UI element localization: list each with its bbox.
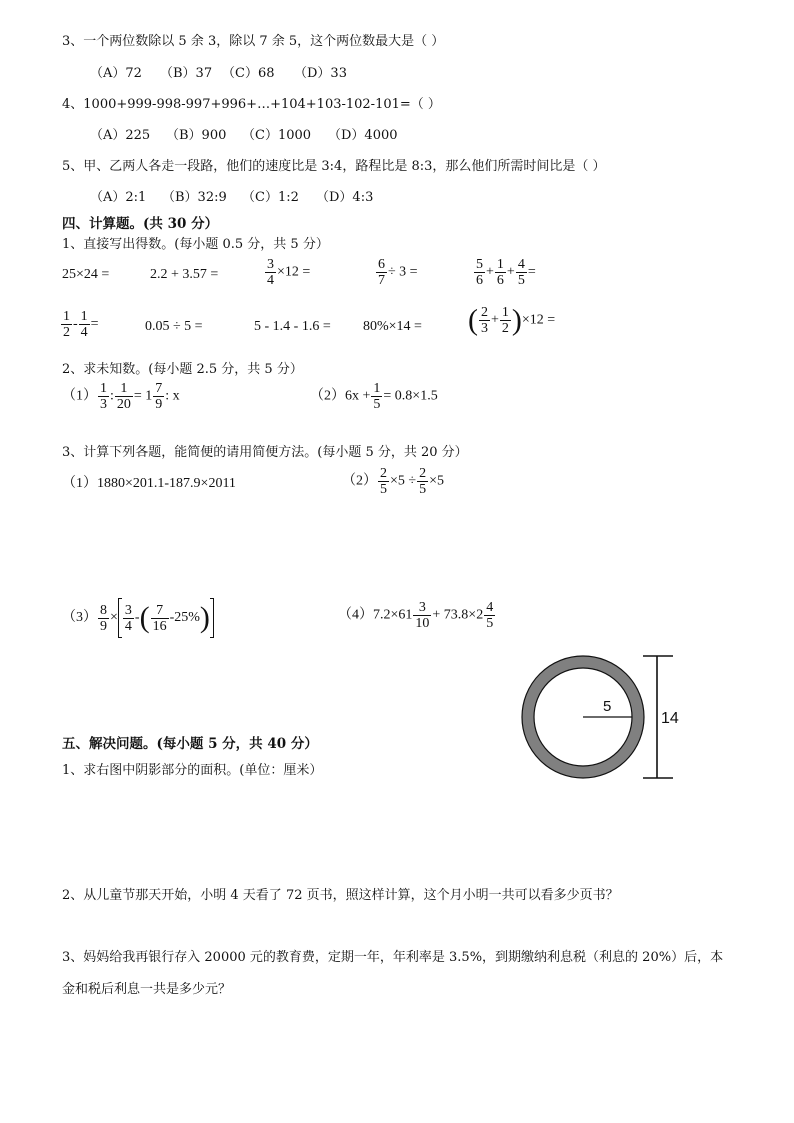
frac-den: 16	[152, 618, 167, 634]
frac-den: 2	[501, 321, 509, 336]
calc-1	[62, 475, 236, 493]
frac-num: 8	[100, 602, 107, 618]
frac-num: 5	[476, 257, 483, 272]
q5-option-c: （C）1:2	[242, 190, 299, 205]
frac-den: 10	[415, 616, 430, 631]
calc-3-label: （3）	[62, 610, 97, 625]
expr-4-rest: ÷ 3 =	[388, 264, 418, 280]
frac-den: 7	[378, 273, 385, 288]
problem-3-line-2: 金和税后利息一共是多少元？	[62, 982, 232, 997]
frac-num: 1	[120, 381, 128, 396]
frac-num: 1	[373, 381, 381, 396]
equation-2	[310, 381, 438, 412]
part-3-title: 3、计算下列各题，能简便的请用简便方法。(每小题 5 分，共 20 分）	[62, 445, 468, 460]
right-bracket	[210, 598, 214, 638]
problem-3-line-1: 3、妈妈给我再银行存入 20000 元的教育费，定期一年，年利率是 3.5%，到期缴纳利息税（利息的 20%）后，本	[62, 950, 724, 965]
plus-sign: +	[486, 264, 494, 280]
frac-den: 4	[267, 273, 274, 288]
frac-den: 5	[380, 482, 387, 497]
radius-label: 5	[603, 698, 612, 715]
expr-10-rest: ×12 =	[521, 312, 556, 328]
minus-sign: -	[73, 316, 78, 332]
question-5-options	[90, 189, 373, 207]
calc-4-term-a: 7.2×61	[373, 607, 413, 623]
frac-den: 4	[124, 618, 132, 634]
frac-den: 3	[100, 397, 107, 412]
diameter-label: 14	[661, 710, 679, 727]
problem-2: 2、从儿童节那天开始，小明 4 天看了 72 页书，照这样计算，这个月小明一共可以看多少页书？	[62, 888, 619, 903]
frac-num: 3	[418, 600, 426, 615]
frac-den: 6	[476, 273, 483, 288]
frac-num: 4	[517, 257, 525, 272]
expr-8: 5 - 1.4 - 1.6 =	[254, 319, 331, 334]
equation-2-left: 6x +	[345, 388, 371, 404]
q3-option-c: （C）68	[222, 66, 275, 81]
equation-2-label: （2）	[310, 388, 345, 404]
expr-6	[60, 309, 99, 340]
frac-den: 9	[155, 397, 163, 412]
part-2-title: 2、求未知数。(每小题 2.5 分，共 5 分）	[62, 362, 303, 377]
calc-4-term-b: + 73.8×2	[432, 607, 484, 623]
calc-2-mid: ×5 ÷	[390, 473, 417, 489]
question-3: 3、一个两位数除以 5 余 3，除以 7 余 5，这个两位数最大是（ ）	[62, 34, 445, 49]
equals-one: = 1	[133, 388, 153, 404]
equation-1	[62, 381, 180, 412]
expr-5	[473, 257, 536, 288]
section-5-title: 五、解决问题。(每小题 5 分，共 40 分）	[62, 736, 318, 752]
frac-den: 5	[486, 616, 494, 631]
frac-num: 1	[100, 381, 107, 396]
question-5: 5、甲、乙两人各走一段路，他们的速度比是 3:4，路程比是 8:3，那么他们所需时间比是（ ）	[62, 159, 606, 174]
expr-4	[375, 257, 418, 288]
q5-option-a: （A）2:1	[90, 190, 147, 205]
equals-sign: =	[90, 316, 99, 332]
expr-2: 2.2 + 3.57 =	[150, 267, 219, 282]
frac-den: 5	[517, 273, 525, 288]
q3-option-a: （A）72	[90, 66, 142, 81]
q5-option-b: （B）32:9	[162, 190, 227, 205]
q4-option-b: （B）900	[166, 128, 227, 143]
frac-den: 2	[63, 325, 70, 340]
equation-2-rest: = 0.8×1.5	[383, 388, 438, 404]
left-paren: (	[139, 601, 150, 634]
frac-num: 2	[419, 466, 427, 481]
frac-num: 4	[486, 600, 494, 615]
left-paren: (	[468, 303, 478, 337]
calc-2	[342, 466, 444, 497]
equals-sign: =	[527, 264, 536, 280]
frac-den: 4	[80, 325, 88, 340]
calc-2-rest: ×5	[429, 473, 444, 489]
right-paren: )	[511, 303, 522, 337]
expr-7: 0.05 ÷ 5 =	[145, 319, 203, 334]
frac-num: 2	[380, 466, 387, 481]
calc-4-label: （4）	[338, 607, 373, 623]
expr-9: 80%×14 =	[363, 319, 422, 334]
calc-1-expr: 1880×201.1-187.9×2011	[97, 476, 236, 491]
frac-num: 6	[378, 257, 385, 272]
frac-den: 20	[116, 397, 131, 412]
frac-num: 3	[124, 602, 132, 618]
plus-sign: +	[491, 312, 499, 328]
frac-num: 1	[501, 305, 509, 320]
q3-option-d: （D）33	[294, 66, 347, 81]
expr-3	[264, 257, 310, 288]
calc-2-label: （2）	[342, 473, 377, 489]
expr-3-rest: ×12 =	[277, 264, 311, 280]
frac-num: 1	[63, 309, 70, 324]
percent-term: -25%	[169, 610, 200, 625]
colon-sign: :	[110, 388, 114, 404]
q4-option-d: （D）4000	[328, 128, 398, 143]
calc-3	[62, 598, 214, 638]
calc-1-label: （1）	[62, 476, 97, 491]
section-4-title: 四、计算题。(共 30 分）	[62, 216, 219, 232]
part-1-title: 1、直接写出得数。(每小题 0.5 分，共 5 分）	[62, 237, 329, 252]
right-paren: )	[199, 601, 210, 634]
frac-den: 5	[373, 397, 381, 412]
frac-den: 6	[496, 273, 504, 288]
q4-option-c: （C）1000	[242, 128, 312, 143]
question-4: 4、1000+999-998-997+996+…+104+103-102-101=（ ）	[62, 97, 441, 112]
equation-1-label: （1）	[62, 388, 97, 404]
left-bracket	[118, 598, 122, 638]
q5-option-d: （D）4:3	[316, 190, 374, 205]
frac-num: 7	[156, 602, 164, 618]
frac-den: 9	[100, 618, 107, 634]
ring-figure	[515, 650, 695, 785]
frac-den: 3	[481, 321, 488, 336]
frac-num: 2	[481, 305, 488, 320]
minus-sign: -	[134, 610, 140, 625]
frac-num: 1	[80, 309, 88, 324]
q3-option-b: （B）37	[160, 66, 213, 81]
expr-1: 25×24 =	[62, 267, 110, 282]
frac-num: 7	[155, 381, 163, 396]
q4-option-a: （A）225	[90, 128, 151, 143]
equation-1-rest: : x	[165, 388, 180, 404]
frac-num: 3	[267, 257, 274, 272]
times-sign: ×	[110, 610, 118, 625]
plus-sign: +	[506, 264, 515, 280]
question-4-options	[90, 127, 398, 145]
expr-10	[468, 305, 555, 336]
calc-4	[338, 600, 496, 631]
question-3-options	[90, 65, 347, 83]
frac-den: 5	[419, 482, 427, 497]
problem-1: 1、求右图中阴影部分的面积。(单位：厘米）	[62, 763, 323, 778]
frac-num: 1	[496, 257, 504, 272]
